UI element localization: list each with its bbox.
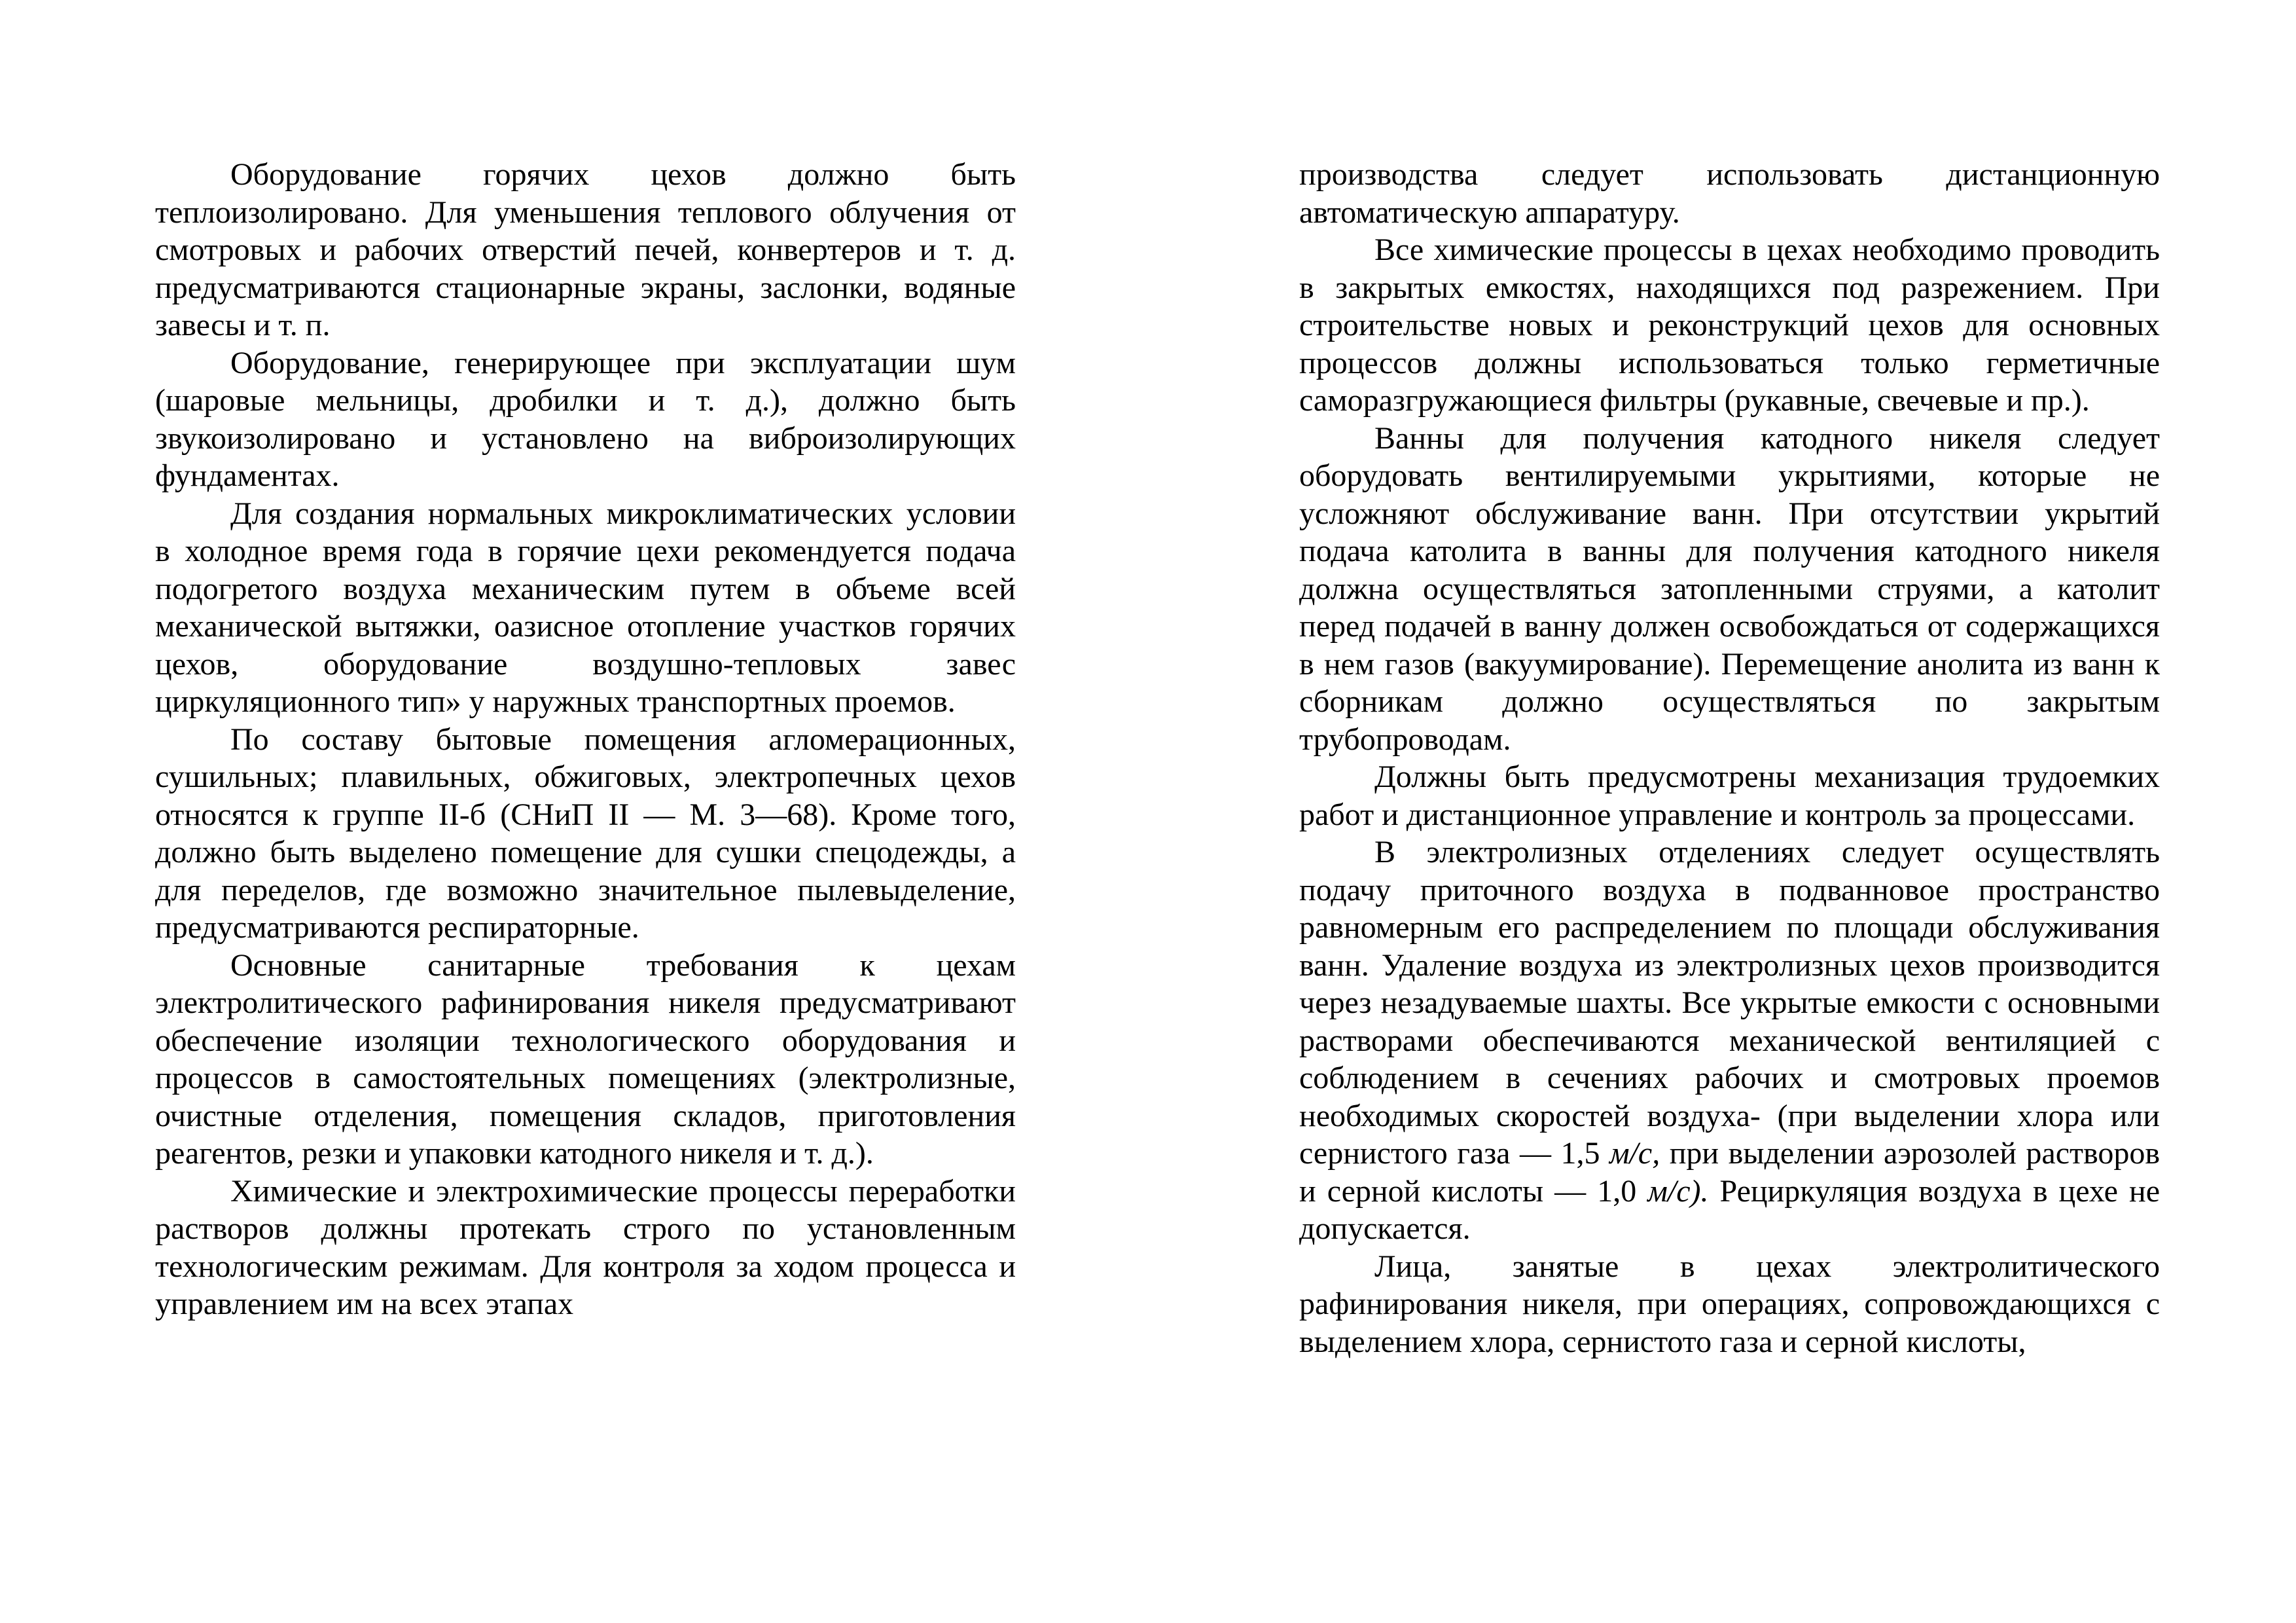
speed-unit-2: м/с). — [1647, 1173, 1709, 1209]
paragraph-workers: Лица, занятые в цехах электролитического рафинирования никеля, при операциях, сопровождающихся с выделением хлора, сернистото газа и серной кислоты, — [1299, 1249, 2160, 1359]
paragraph-microclimate: Для создания нормальных микроклиматических условии в холодное время года в горячие цехи рекомендуется подача подогретого воздуха механическим путем в объеме всей механической вытяжки, оазисное отопление участков горячих цехов, оборудование воздушно-тепловых завес циркуляционного тип» у наружных транспортных проемов. — [155, 496, 1016, 719]
paragraph-cathode-baths: Ванны для получения катодного никеля следует оборудовать вентилируемыми укрытиями, которые не усложняют обслуживание ванн. При отсутствии укрытий подача католита в ванны для получения катодного никеля должна осуществляться затопленными струями, а католит перед подачей в ванну должен освобождаться от содержащихся в нем газов (вакуумирование). Перемещение анолита из ванн к сборникам должно осуществляться по закрытым трубопроводам. — [1299, 420, 2160, 757]
paragraph-sanitary-requirements: Основные санитарные требования к цехам электролитического рафинирования никеля предусматривают обеспечение изоляции технологического оборудования и процессов в самостоятельных помещениях (электролизные, очистные отделения, помещения складов, приготовления реагентов, резки и упаковки катодного никеля и т. д.). — [155, 947, 1016, 1171]
speed-unit-1: м/с, — [1609, 1136, 1660, 1171]
paragraph-noise-equipment: Оборудование, генерирующее при эксплуатации шум (шаровые мельницы, дробилки и т. д.), должно быть звукоизолировано и установлено на виброизолирующих фундаментах. — [155, 345, 1016, 493]
paragraph-mechanization: Должны быть предусмотрены механизация трудоемких работ и дистанционное управление и контроль за процессами. — [1299, 759, 2160, 832]
ventilation-text-middle: при выделении аэрозолей растворов и серной кислоты — 1,0 — [1299, 1136, 2160, 1209]
ventilation-text-after: Рециркуляция воздуха в цехе не допускается. — [1299, 1173, 2160, 1246]
paragraph-chemical-processes: Химические и электрохимические процессы переработки растворов должны протекать строго по установленным технологическим режимам. Для контроля за ходом процесса и управлением им на всех этапах — [155, 1173, 1016, 1321]
paragraph-continued-automation: производства следует использовать дистанционную автоматическую аппаратуру. — [1299, 157, 2160, 230]
paragraph-household-rooms: По составу бытовые помещения агломерационных, сушильных; плавильных, обжиговых, электропечных цехов относятся к группе II-б (СНиП II — М. 3—68). Кроме того, должно быть выделено помещение для сушки спецодежды, а для переделов, где возможно значительное пылевыделение, предусматриваются респираторные. — [155, 721, 1016, 945]
paragraph-equipment-insulation: Оборудование горячих цехов должно быть теплоизолировано. Для уменьшения теплового облучения от смотровых и рабочих отверстий печей, конвертеров и т. д. предусматриваются стационарные экраны, заслонки, водяные завесы и т. п. — [155, 157, 1016, 342]
ventilation-text-before: В электролизных отделениях следует осуществлять подачу приточного воздуха в подванновое пространство равномерным его распределением по площади обслуживания ванн. Удаление воздуха из электролизных цехов производится через незадуваемые шахты. Все укрытые емкости с основными растворами обеспечиваются механической вентиляцией с соблюдением в сечениях рабочих и смотровых проемов необходимых скоростей воздуха- (при выделении хлора или сернистого газа — 1,5 — [1299, 835, 2160, 1171]
paragraph-electrolysis-ventilation — [1299, 833, 2160, 1248]
right-text-column — [1299, 156, 2160, 1360]
left-text-column — [155, 156, 1016, 1323]
paragraph-closed-vessels: Все химические процессы в цехах необходимо проводить в закрытых емкостях, находящихся под разрежением. При строительстве новых и реконструкций цехов для основных процессов должны использоваться только герметичные саморазгружающиеся фильтры (рукавные, свечевые и пр.). — [1299, 232, 2160, 418]
